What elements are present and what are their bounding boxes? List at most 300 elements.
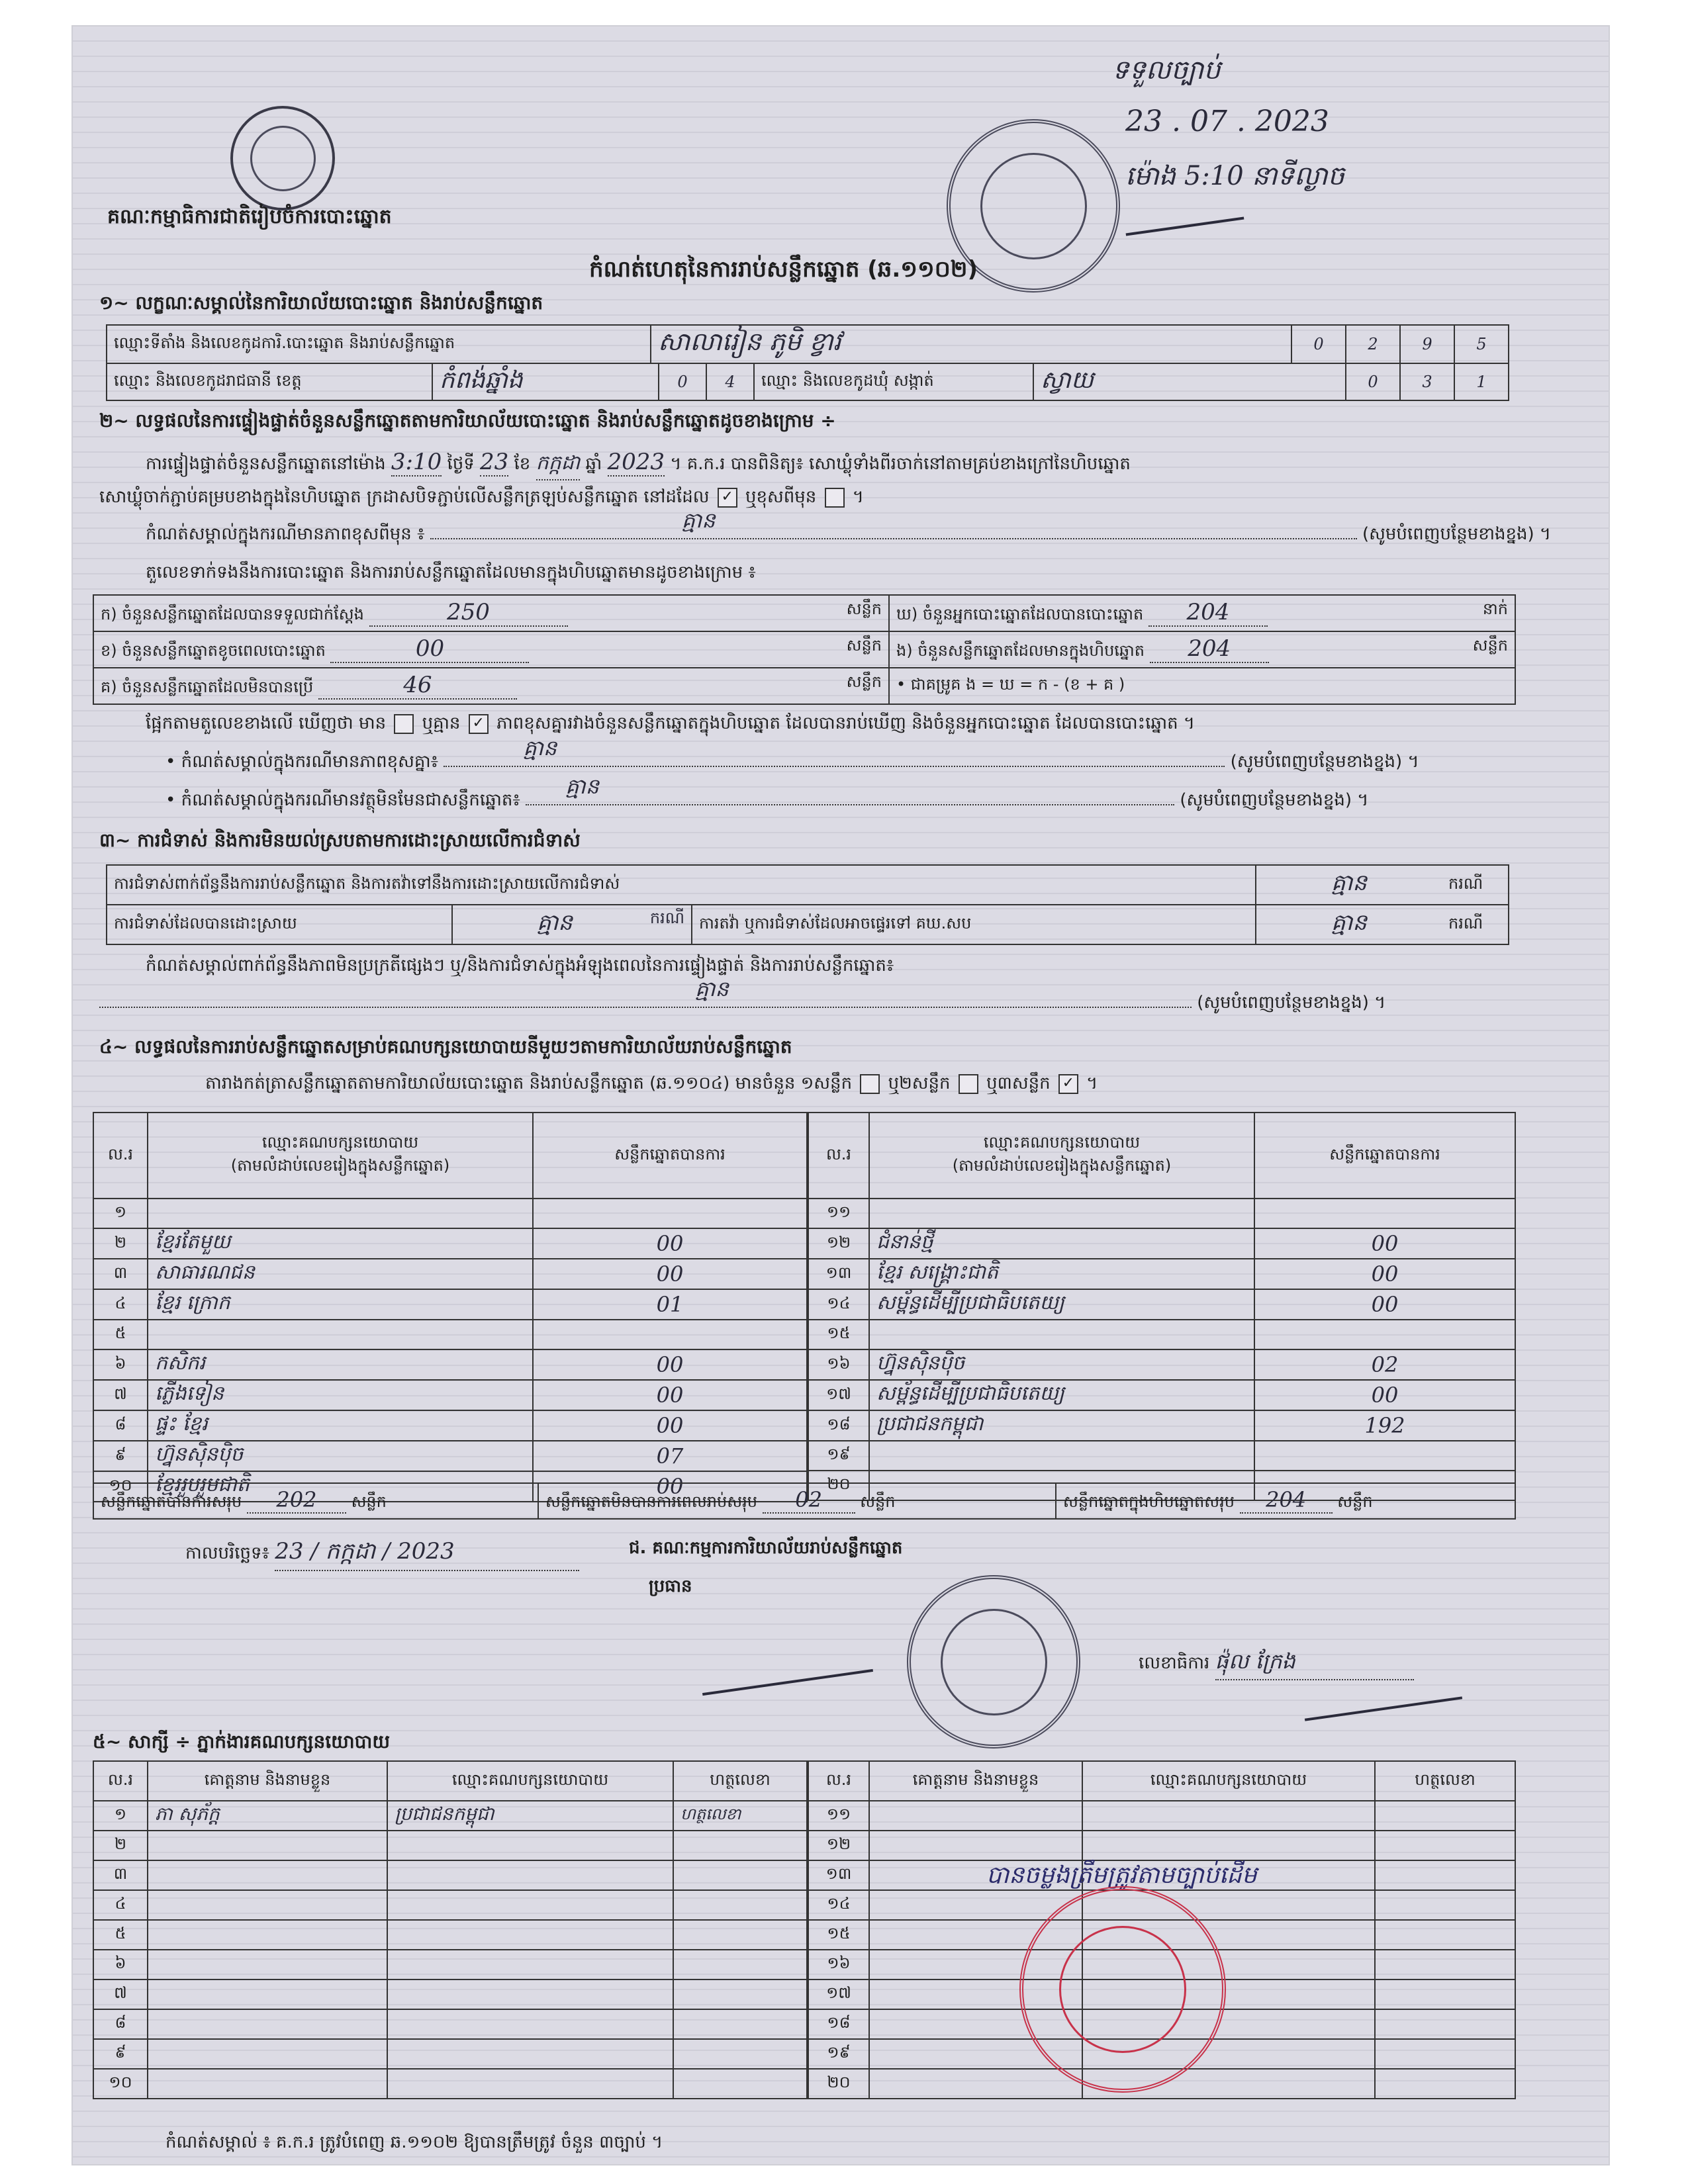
unit-case: ករណី bbox=[1442, 905, 1509, 944]
party-no: ៧ bbox=[93, 1380, 148, 1410]
witness-name bbox=[148, 1920, 387, 1950]
witness-no: ១៥ bbox=[808, 1920, 869, 1950]
complaint-row2b-label: ការតវ៉ា ឬការជំទាស់ដែលអាចផ្ទេរទៅ គឃ.សប bbox=[692, 905, 1256, 944]
col-party-title: ឈ្មោះគណបក្សនយោបាយ bbox=[261, 1133, 419, 1152]
two-sheet-checkbox[interactable] bbox=[959, 1074, 978, 1094]
total-box bbox=[1056, 1483, 1515, 1519]
row2-value: កំពង់ឆ្នាំង bbox=[432, 363, 659, 400]
stamp-date: 23 . 07 . 2023 bbox=[1125, 105, 1329, 138]
verification-paragraph-2 bbox=[99, 486, 864, 511]
table-row bbox=[93, 2069, 807, 2099]
b1-value: គ្មាន bbox=[523, 735, 557, 760]
party-votes: 00 bbox=[533, 1410, 807, 1441]
p1d: ឆ្នាំ bbox=[585, 454, 602, 474]
section4-heading: ៤~ លទ្ធផលនៃការរាប់សន្លឹកឆ្នោតសម្រាប់គណបក្សនយោបាយនីមួយៗតាមការិយាល័យរាប់សន្លឹកឆ្នោត bbox=[99, 1036, 792, 1058]
difference-note bbox=[146, 508, 1552, 548]
col-party: ឈ្មោះគណបក្សនយោបាយ bbox=[387, 1761, 673, 1801]
table-row bbox=[808, 1228, 1515, 1259]
p1c: ខែ bbox=[514, 454, 531, 474]
witness-name bbox=[148, 2069, 387, 2099]
fill-hint: (សូមបំពេញបន្ថែមខាងខ្នង) ។ bbox=[1230, 752, 1419, 772]
party-votes: 00 bbox=[1254, 1259, 1515, 1289]
witness-signature bbox=[673, 1890, 807, 1920]
party-no: ១៥ bbox=[808, 1320, 869, 1349]
party-no: ៣ bbox=[93, 1259, 148, 1289]
witness-party bbox=[387, 1979, 673, 2009]
b2-label: • កំណត់សម្គាល់ក្នុងករណីមានវត្ថុមិនមែនជាសន្លឹកឆ្នោត៖ bbox=[165, 790, 520, 810]
footnote: កំណត់សម្គាល់ ៖ គ.ក.រ ត្រូវបំពេញ ឆ.១១០២ ឱ្យបានត្រឹមត្រូវ ចំនួន ៣ច្បាប់ ។ bbox=[165, 2132, 663, 2152]
total-box-label: សន្លឹកឆ្នោតក្នុងហិបឆ្នោតសរុប bbox=[1063, 1492, 1235, 1511]
table-row bbox=[93, 1860, 807, 1890]
complaint-row2b-value: គ្មាន bbox=[1256, 905, 1442, 944]
party-name bbox=[148, 1199, 533, 1228]
note-value: គ្មាន bbox=[681, 508, 716, 533]
col-sign: ហត្ថលេខា bbox=[673, 1761, 807, 1801]
witness-no: ១៣ bbox=[808, 1860, 869, 1890]
figures-intro: តួលេខទាក់ទងនឹងការបោះឆ្នោត និងការរាប់សន្លឹកឆ្នោតដែលមានក្នុងហិបឆ្នោតមានដូចខាងក្រោម ៖ bbox=[146, 563, 756, 582]
witness-signature bbox=[673, 2069, 807, 2099]
figure-kho-label: ឃ) ចំនួនអ្នកបោះឆ្នោតដែលបានបោះឆ្នោត bbox=[896, 605, 1144, 623]
party-no: ៥ bbox=[93, 1320, 148, 1349]
total-valid-value: 202 bbox=[247, 1487, 346, 1514]
unit: នាក់ bbox=[1482, 600, 1508, 618]
official-seal-middle bbox=[907, 1575, 1080, 1749]
witness-signature bbox=[673, 2039, 807, 2069]
row2-code-digit: 0 bbox=[659, 363, 706, 400]
col-no: ល.រ bbox=[808, 1761, 869, 1801]
table-row bbox=[93, 1979, 807, 2009]
total-invalid bbox=[538, 1483, 1056, 1519]
row2-label2: ឈ្មោះ និងលេខកូដឃុំ សង្កាត់ bbox=[754, 363, 1033, 400]
table-row bbox=[93, 1890, 807, 1920]
p3b: ឬគ្មាន bbox=[422, 713, 461, 733]
witness-signature bbox=[1375, 1890, 1515, 1920]
b2-value: គ្មាន bbox=[565, 774, 599, 799]
table-row bbox=[93, 1320, 807, 1349]
verify-time: 3:10 bbox=[391, 449, 442, 475]
table-row bbox=[808, 1410, 1515, 1441]
party-name: ហ្វ៊ុនស៊ិនប៉ិច bbox=[148, 1441, 533, 1471]
party-results-left bbox=[93, 1112, 808, 1502]
row1-code-digit: 5 bbox=[1454, 325, 1509, 363]
witness-no: ១៤ bbox=[808, 1890, 869, 1920]
irregularity-note-line bbox=[99, 976, 1386, 1017]
section2-heading: ២~ លទ្ធផលនៃការផ្ទៀងផ្ទាត់ចំនួនសន្លឹកឆ្នោតតាមការិយាល័យបោះឆ្នោត និងរាប់សន្លឹកឆ្នោតដូចខាងក្រោម ÷ bbox=[99, 410, 836, 432]
totals-table bbox=[93, 1482, 1516, 1520]
witness-name bbox=[148, 1860, 387, 1890]
difference-question bbox=[146, 712, 1195, 737]
unit-case: ករណី bbox=[649, 909, 684, 927]
party-no: ៦ bbox=[93, 1349, 148, 1380]
col-party-sub: (តាមលំដាប់លេខរៀងក្នុងសន្លឹកឆ្នោត) bbox=[952, 1156, 1172, 1175]
row1-value: សាលារៀន ភូមិ ខ្វាវ bbox=[651, 325, 1291, 363]
party-votes: 00 bbox=[1254, 1289, 1515, 1320]
figure-ka-label: ក) ចំនួនសន្លឹកឆ្នោតដែលបានទទួលជាក់ស្តែង bbox=[101, 605, 364, 623]
party-votes: 07 bbox=[533, 1441, 807, 1471]
party-no: ១៤ bbox=[808, 1289, 869, 1320]
row1-code-digit: 2 bbox=[1346, 325, 1400, 363]
party-votes bbox=[1254, 1199, 1515, 1228]
party-no: ១០ bbox=[93, 1471, 148, 1502]
party-name: ខ្មែរ សង្គ្រោះជាតិ bbox=[869, 1259, 1254, 1289]
party-no: ១២ bbox=[808, 1228, 869, 1259]
figure-ko-label: គ) ចំនួនសន្លឹកឆ្នោតដែលមិនបានប្រើ bbox=[101, 678, 314, 696]
party-votes: 00 bbox=[533, 1259, 807, 1289]
witness-table-left bbox=[93, 1760, 808, 2099]
witness-party bbox=[387, 2069, 673, 2099]
row2-label: ឈ្មោះ និងលេខកូដរាជធានី ខេត្ត bbox=[107, 363, 432, 400]
col-no: ល.រ bbox=[808, 1113, 869, 1199]
unit: សន្លឹក bbox=[846, 672, 882, 691]
witness-name bbox=[148, 2009, 387, 2039]
secretary-signature bbox=[1305, 1696, 1462, 1721]
figure-ko bbox=[93, 668, 889, 704]
party-name: ភ្លើងទៀន bbox=[148, 1380, 533, 1410]
party-no: ១៧ bbox=[808, 1380, 869, 1410]
irregularity-note-value: គ្មាន bbox=[695, 976, 729, 1001]
note-label: កំណត់សម្គាល់ក្នុងករណីមានភាពខុសពីមុន ៖ bbox=[146, 524, 425, 544]
party-name: ហ្វ៊ុនស៊ិនប៉ិច bbox=[869, 1349, 1254, 1380]
table-row bbox=[93, 1228, 807, 1259]
section1-heading: ១~ លក្ខណៈសម្គាល់នៃការិយាល័យបោះឆ្នោត និងរាប់សន្លឹកឆ្នោត bbox=[99, 292, 543, 314]
p3c: ភាពខុសគ្នារវាងចំនួនសន្លឹកឆ្នោតក្នុងហិបឆ្នោត ដែលបានរាប់ឃើញ និងចំនួនអ្នកបោះឆ្នោត ដែលបានបោះឆ្នោត ។ bbox=[496, 713, 1195, 733]
witness-no: ១១ bbox=[808, 1801, 869, 1831]
witness-signature bbox=[673, 2009, 807, 2039]
witness-no: ២ bbox=[93, 1831, 148, 1860]
row1-label: ឈ្មោះទីតាំង និងលេខកូដការិ.បោះឆ្នោត និងរាប់សន្លឹកឆ្នោត bbox=[107, 325, 651, 363]
witness-name bbox=[148, 2039, 387, 2069]
right-rows bbox=[808, 1199, 1515, 1500]
party-no: ១ bbox=[93, 1199, 148, 1228]
witness-no: ១០ bbox=[93, 2069, 148, 2099]
has-difference-checkbox[interactable] bbox=[394, 714, 414, 734]
row2-code-digit: 4 bbox=[706, 363, 754, 400]
figure-ngo-value: 204 bbox=[1150, 635, 1269, 663]
witness-signature bbox=[673, 1831, 807, 1860]
witness-party bbox=[387, 1831, 673, 1860]
witness-no: ១៧ bbox=[808, 1979, 869, 2009]
table-row bbox=[808, 1801, 1515, 1831]
table-row bbox=[808, 1380, 1515, 1410]
table-row bbox=[808, 1199, 1515, 1228]
complaint-row1-value: គ្មាន bbox=[1256, 865, 1442, 905]
witness-no: ៧ bbox=[93, 1979, 148, 2009]
witness-signature bbox=[673, 1950, 807, 1979]
date-line bbox=[185, 1537, 579, 1571]
witness-no: ៤ bbox=[93, 1890, 148, 1920]
witness-signature bbox=[1375, 1801, 1515, 1831]
row1-code-digit: 0 bbox=[1291, 325, 1346, 363]
party-votes bbox=[533, 1199, 807, 1228]
table-row bbox=[808, 1320, 1515, 1349]
row2-code2-digit: 1 bbox=[1454, 363, 1509, 400]
witness-no: ១២ bbox=[808, 1831, 869, 1860]
party-votes bbox=[1254, 1441, 1515, 1471]
witness-name bbox=[869, 2069, 1082, 2099]
figures-table bbox=[93, 594, 1516, 705]
opt-end: ។ bbox=[1086, 1073, 1098, 1093]
section5-heading: ៥~ សាក្សី ÷ ភ្នាក់ងារគណបក្សនយោបាយ bbox=[93, 1731, 390, 1752]
table-row bbox=[93, 1199, 807, 1228]
party-votes: 192 bbox=[1254, 1410, 1515, 1441]
unit: សន្លឹក bbox=[846, 636, 882, 655]
party-no: ២០ bbox=[808, 1471, 869, 1500]
opt2: ឬ២សន្លឹក bbox=[888, 1073, 951, 1093]
party-votes: 00 bbox=[1254, 1228, 1515, 1259]
date-label: កាលបរិច្ឆេទ៖ bbox=[185, 1543, 269, 1563]
party-name: ប្រជាជនកម្ពុជា bbox=[869, 1410, 1254, 1441]
unit: សន្លឹក bbox=[846, 600, 882, 618]
signature-top bbox=[1126, 216, 1244, 236]
witness-signature bbox=[1375, 2009, 1515, 2039]
witness-no: ៣ bbox=[93, 1860, 148, 1890]
section3-heading: ៣~ ការជំទាស់ និងការមិនយល់ស្របតាមការដោះស្រាយលើការជំទាស់ bbox=[99, 829, 581, 851]
col-no: ល.រ bbox=[93, 1113, 148, 1199]
party-name: ផ្ទះ ខ្មែរ bbox=[148, 1410, 533, 1441]
witness-left-rows bbox=[93, 1801, 807, 2099]
witness-name bbox=[869, 1831, 1082, 1860]
party-no: ៤ bbox=[93, 1289, 148, 1320]
committee-label: ជ. គណៈកម្មការការិយាល័យរាប់សន្លឹកឆ្នោត bbox=[629, 1538, 903, 1558]
party-no: ១១ bbox=[808, 1199, 869, 1228]
party-no: ១៩ bbox=[808, 1441, 869, 1471]
witness-no: ២០ bbox=[808, 2069, 869, 2099]
irregularity-note: កំណត់សម្គាល់ពាក់ព័ន្ធនឹងភាពមិនប្រក្រតីផ្សេងៗ ឬ/និងការជំទាស់ក្នុងអំឡុងពេលនៃការផ្ទៀងផ្ទាត់ និងការរាប់សន្លឹកឆ្នោត៖ bbox=[146, 956, 894, 976]
table-row bbox=[93, 1831, 807, 1860]
verify-year: 2023 bbox=[607, 449, 665, 475]
table-row bbox=[93, 1920, 807, 1950]
certified-copy-note: បានចម្លងត្រឹមត្រូវតាមច្បាប់ដើម bbox=[986, 1862, 1257, 1889]
party-name: ខ្មែរ ក្រោក bbox=[148, 1289, 533, 1320]
province-table bbox=[106, 363, 1509, 401]
complaint-row2-label: ការជំទាស់ដែលបានដោះស្រាយ bbox=[107, 905, 452, 944]
witness-signature bbox=[1375, 1831, 1515, 1860]
witness-no: ១ bbox=[93, 1801, 148, 1831]
party-votes: 00 bbox=[533, 1380, 807, 1410]
row1-code-digit: 9 bbox=[1400, 325, 1454, 363]
date-value: 23 / កក្កដា / 2023 bbox=[275, 1537, 579, 1571]
figure-formula: • ជាគម្រូគ ង = ឃ = ក - (ខ + គ ) bbox=[889, 668, 1515, 704]
figure-kho-value: 204 bbox=[1149, 599, 1268, 627]
bullet-difference bbox=[165, 735, 1419, 776]
witness-signature bbox=[673, 1860, 807, 1890]
col-party-sub: (តាមលំដាប់លេខរៀងក្នុងសន្លឹកឆ្នោត) bbox=[230, 1156, 450, 1175]
p2-end: ។ bbox=[852, 487, 864, 507]
table-row bbox=[93, 1289, 807, 1320]
figure-kha bbox=[93, 631, 889, 668]
org-name: គណៈកម្មាធិការជាតិរៀបចំការបោះឆ្នោត bbox=[107, 205, 392, 228]
fill-hint: (សូមបំពេញបន្ថែមខាងខ្នង) ។ bbox=[1180, 790, 1369, 810]
witness-name: ភា សុភ័ក្ត bbox=[148, 1801, 387, 1831]
witness-name bbox=[148, 1890, 387, 1920]
secretary-line bbox=[1139, 1648, 1414, 1680]
col-party-title: ឈ្មោះគណបក្សនយោបាយ bbox=[983, 1133, 1141, 1152]
witness-name bbox=[148, 1979, 387, 2009]
party-no: ១៦ bbox=[808, 1349, 869, 1380]
party-no: ៨ bbox=[93, 1410, 148, 1441]
b1-label: • កំណត់សម្គាល់ក្នុងករណីមានភាពខុសគ្នា៖ bbox=[165, 752, 439, 772]
tally-intro: តារាងកត់ត្រាសន្លឹកឆ្នោតតាមការិយាល័យបោះឆ្នោត និងរាប់សន្លឹកឆ្នោត (ឆ.១១០៤) មានចំនួន ១សន្លឹក bbox=[205, 1073, 853, 1093]
witness-party: ប្រជាជនកម្ពុជា bbox=[387, 1801, 673, 1831]
no-difference-checkbox[interactable]: ✓ bbox=[469, 714, 489, 734]
form-title: កំណត់ហេតុនៃការរាប់សន្លឹកឆ្នោត (ឆ.១១០២) bbox=[589, 256, 978, 283]
witness-no: ៩ bbox=[93, 2039, 148, 2069]
party-name: ខ្មែរតែមួយ bbox=[148, 1228, 533, 1259]
row2-code2-digit: 3 bbox=[1400, 363, 1454, 400]
col-party: ឈ្មោះគណបក្សនយោបាយ bbox=[1082, 1761, 1375, 1801]
p1e: ។ គ.ក.រ បានពិនិត្យ៖ សោឃ្លុំទាំងពីរចាក់នៅតាមគ្រប់ខាងក្រៅនៃហិបឆ្នោត bbox=[670, 454, 1131, 474]
different-checkbox[interactable] bbox=[825, 488, 845, 508]
row2-value2: ស្វាយ bbox=[1033, 363, 1346, 400]
figure-kha-label: ខ) ចំនួនសន្លឹកឆ្នោតខូចពេលបោះឆ្នោត bbox=[101, 641, 326, 660]
opt3: ឬ៣សន្លឹក bbox=[986, 1073, 1051, 1093]
complaint-row2-number: គ្មាន bbox=[536, 909, 573, 936]
table-row bbox=[93, 2039, 807, 2069]
figure-ngo-label: ង) ចំនួនសន្លឹកឆ្នោតដែលមានក្នុងហិបឆ្នោត bbox=[896, 641, 1145, 660]
party-name: សម្ព័ន្ធដើម្បីប្រជាធិបតេយ្យ bbox=[869, 1289, 1254, 1320]
witness-no: ៥ bbox=[93, 1920, 148, 1950]
p2b: ឬខុសពីមុន bbox=[745, 487, 817, 507]
party-votes: 00 bbox=[533, 1471, 807, 1502]
red-seal bbox=[1019, 1886, 1226, 2093]
p1a: ការផ្ទៀងផ្ទាត់ចំនួនសន្លឹកឆ្នោតនៅម៉ោង bbox=[146, 454, 386, 474]
party-votes bbox=[533, 1320, 807, 1349]
table-row bbox=[808, 1289, 1515, 1320]
verify-day: 23 bbox=[480, 449, 509, 475]
party-name bbox=[148, 1320, 533, 1349]
table-row bbox=[93, 1259, 807, 1289]
one-sheet-checkbox[interactable] bbox=[860, 1074, 880, 1094]
witness-party bbox=[387, 1920, 673, 1950]
witness-no: ១៦ bbox=[808, 1950, 869, 1979]
party-votes: 00 bbox=[1254, 1380, 1515, 1410]
p3a: ផ្អែកតាមតួលេខខាងលើ ឃើញថា មាន bbox=[146, 713, 387, 733]
complaint-row2-value bbox=[452, 905, 692, 944]
fill-hint: (សូមបំពេញបន្ថែមខាងខ្នង) ។ bbox=[1362, 524, 1552, 544]
table-row bbox=[93, 1950, 807, 1979]
complaint-row1-label: ការជំទាស់ពាក់ព័ន្ធនឹងការរាប់សន្លឹកឆ្នោត និងការតវ៉ាទៅនឹងការដោះស្រាយលើការជំទាស់ bbox=[107, 865, 1256, 905]
witness-signature bbox=[1375, 1979, 1515, 2009]
witness-party bbox=[387, 1860, 673, 1890]
witness-signature bbox=[1375, 1950, 1515, 1979]
unit: សន្លឹក bbox=[1337, 1492, 1373, 1511]
table-row bbox=[93, 1441, 807, 1471]
complaints-table bbox=[106, 864, 1509, 945]
witness-signature: ហត្ថលេខា bbox=[673, 1801, 807, 1831]
row2-code2-digit: 0 bbox=[1346, 363, 1400, 400]
unit: សន្លឹក bbox=[1472, 636, 1508, 655]
same-checkbox[interactable]: ✓ bbox=[718, 488, 737, 508]
party-name: ខ្មែររួបរួមជាតិ bbox=[148, 1471, 533, 1502]
verification-paragraph bbox=[146, 449, 1131, 480]
party-name: ជំនាន់ថ្មី bbox=[869, 1228, 1254, 1259]
witness-no: ៦ bbox=[93, 1950, 148, 1979]
party-name: កសិករ bbox=[148, 1349, 533, 1380]
table-row bbox=[808, 1259, 1515, 1289]
total-box-value: 204 bbox=[1240, 1487, 1333, 1514]
col-party bbox=[148, 1113, 533, 1199]
unit: សន្លឹក bbox=[351, 1492, 387, 1511]
chair-signature bbox=[702, 1669, 873, 1696]
party-name bbox=[869, 1441, 1254, 1471]
party-votes bbox=[1254, 1320, 1515, 1349]
party-name bbox=[869, 1199, 1254, 1228]
col-party bbox=[869, 1113, 1254, 1199]
witness-no: ៨ bbox=[93, 2009, 148, 2039]
witness-signature bbox=[1375, 1860, 1515, 1890]
figure-ka bbox=[93, 595, 889, 631]
three-sheet-checkbox[interactable]: ✓ bbox=[1058, 1074, 1078, 1094]
table-row bbox=[808, 1349, 1515, 1380]
table-row bbox=[93, 1410, 807, 1441]
witness-no: ១៨ bbox=[808, 2009, 869, 2039]
witness-signature bbox=[1375, 2039, 1515, 2069]
left-rows bbox=[93, 1199, 807, 1502]
tally-sheet-count bbox=[205, 1072, 1098, 1097]
secretary-label: លេខាធិការ bbox=[1139, 1653, 1210, 1673]
verify-month: កក្កដា bbox=[536, 450, 581, 480]
party-votes: 02 bbox=[1254, 1349, 1515, 1380]
party-results-right bbox=[808, 1112, 1516, 1501]
table-row bbox=[808, 1441, 1515, 1471]
figure-kha-value: 00 bbox=[330, 635, 529, 663]
witness-signature bbox=[673, 1979, 807, 2009]
secretary-name: ផ៉ុល ក្រែង bbox=[1215, 1648, 1414, 1680]
party-no: ២ bbox=[93, 1228, 148, 1259]
witness-signature bbox=[1375, 2069, 1515, 2099]
table-row bbox=[93, 1349, 807, 1380]
table-row bbox=[93, 2009, 807, 2039]
col-name: គោត្តនាម និងនាមខ្លួន bbox=[869, 1761, 1082, 1801]
witness-name bbox=[869, 1801, 1082, 1831]
p2: សោឃ្លុំចាក់ភ្ជាប់គម្របខាងក្នុងនៃហិបឆ្នោត ក្រដាសបិទភ្ជាប់លើសន្លឹកត្រឡប់សន្លឹកឆ្នោត នៅដដែល bbox=[99, 487, 710, 507]
fill-hint: (សូមបំពេញបន្ថែមខាងខ្នង) ។ bbox=[1197, 993, 1386, 1013]
total-valid bbox=[93, 1483, 538, 1519]
figure-ko-value: 46 bbox=[318, 672, 517, 700]
figure-ka-value: 250 bbox=[369, 599, 568, 627]
witness-party bbox=[1082, 1801, 1375, 1831]
col-votes: សន្លឹកឆ្នោតបានការ bbox=[533, 1113, 807, 1199]
total-invalid-value: 02 bbox=[763, 1487, 855, 1514]
party-name: សម្ព័ន្ធដើម្បីប្រជាធិបតេយ្យ bbox=[869, 1380, 1254, 1410]
total-valid-label: សន្លឹកឆ្នោតបានការសរុប bbox=[101, 1492, 242, 1511]
location-table bbox=[106, 324, 1509, 364]
witness-signature bbox=[1375, 1920, 1515, 1950]
figure-ngo bbox=[889, 631, 1515, 668]
witness-name bbox=[148, 1831, 387, 1860]
unit: សន្លឹក bbox=[860, 1492, 896, 1511]
total-invalid-label: សន្លឹកឆ្នោតមិនបានការពេលរាប់សរុប bbox=[545, 1492, 757, 1511]
party-name bbox=[869, 1320, 1254, 1349]
p1b: ថ្ងៃទី bbox=[447, 454, 475, 474]
witness-signature bbox=[673, 1920, 807, 1950]
witness-party bbox=[387, 1890, 673, 1920]
witness-name bbox=[148, 1950, 387, 1979]
party-votes: 01 bbox=[533, 1289, 807, 1320]
bullet-non-ballot bbox=[165, 774, 1369, 814]
col-votes: សន្លឹកឆ្នោតបានការ bbox=[1254, 1113, 1515, 1199]
table-row bbox=[808, 1831, 1515, 1860]
party-no: ១៣ bbox=[808, 1259, 869, 1289]
witness-party bbox=[387, 2039, 673, 2069]
col-no: ល.រ bbox=[93, 1761, 148, 1801]
table-row bbox=[93, 1380, 807, 1410]
chair-label: ប្រធាន bbox=[649, 1576, 692, 1596]
witness-no: ១៩ bbox=[808, 2039, 869, 2069]
witness-party bbox=[387, 1950, 673, 1979]
party-votes: 00 bbox=[533, 1349, 807, 1380]
party-name: សាធារណជន bbox=[148, 1259, 533, 1289]
